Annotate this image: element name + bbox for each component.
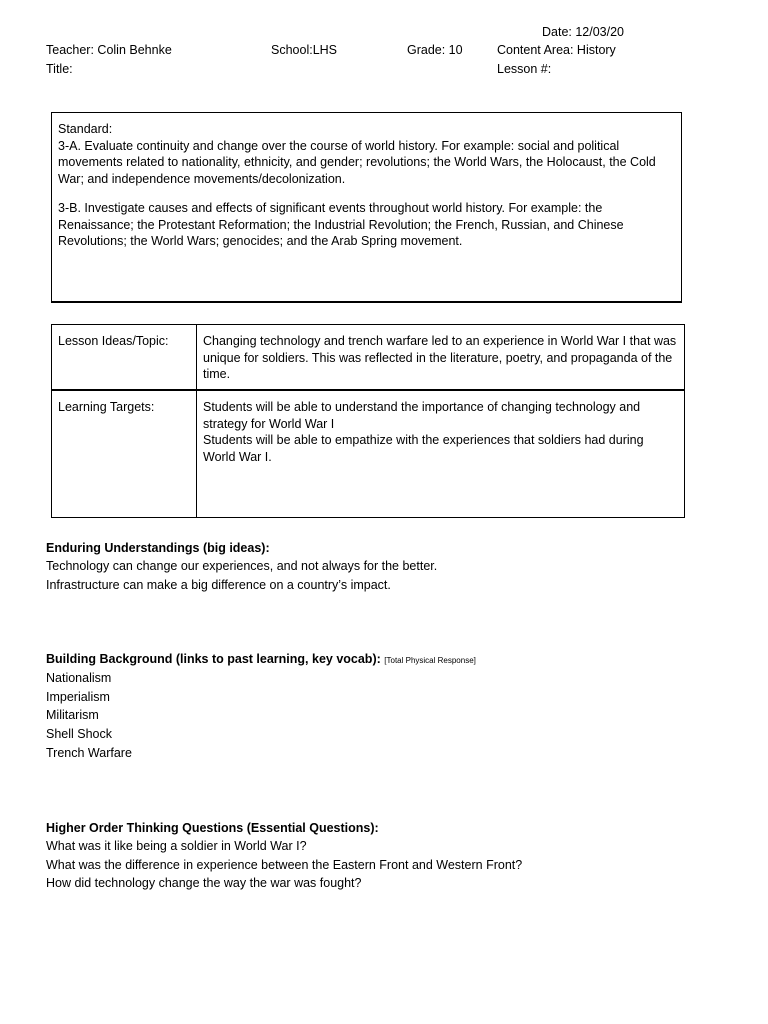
enduring-list [46,558,437,595]
list-item: Shell Shock [46,727,113,742]
background-note: [Total Physical Response] [384,656,476,665]
topic-label: Lesson Ideas/Topic: [52,325,197,391]
questions-list [46,838,522,894]
standard-item: 3-A. Evaluate continuity and change over the course of world history. For example: social and political movements related to nationality, ethnicity, and gender; revolutions; the World Wars, the Holocaust, the Cold War; and independence movements/decolonization. [58,138,656,186]
list-item: Infrastructure can make a big difference on a country’s impact. [46,577,391,592]
topic-text: Changing technology and trench warfare led to an experience in World War I that was unique for soldiers. This was reflected in the literature, poetry, and propaganda of the time. [197,325,685,391]
date-label: Date: 12/03/20 [542,25,625,39]
background-heading-row [46,651,476,670]
targets-cell [197,390,685,518]
targets-label: Learning Targets: [52,390,197,518]
standard-item: 3-B. Investigate causes and effects of significant events throughout world history. For example: the Renaissance; the Protestant Reformation; the Industrial Revolution; the French, Russian, and Chinese Revolutions; the World Wars; genocides; and the Arab Spring movement. [58,201,624,248]
school-label: School:LHS [271,43,338,57]
standard-label: Standard: [58,122,113,136]
list-item: What was it like being a soldier in World War I? [46,839,307,853]
list-item: Imperialism [46,689,110,704]
list-item: Trench Warfare [46,745,132,760]
table-row [52,390,685,518]
list-item: Nationalism [46,671,112,685]
vocab-list [46,670,132,763]
target-item: Students will be able to empathize with the experiences that soldiers had during World War I. [203,433,644,464]
lesson-number-label: Lesson #: [497,62,552,76]
teacher-label: Teacher: Colin Behnke [46,43,172,57]
list-item: Militarism [46,708,99,723]
background-heading: Building Background (links to past learning, key vocab): [46,652,381,666]
lesson-table [51,324,685,518]
grade-label: Grade: 10 [407,43,463,57]
enduring-heading: Enduring Understandings (big ideas): [46,541,270,555]
content-area-label: Content Area: History [497,43,616,57]
list-item: What was the difference in experience between the Eastern Front and Western Front? [46,857,523,872]
title-label: Title: [46,62,73,76]
standard-box [51,112,682,303]
list-item: How did technology change the way the war was fought? [46,876,362,891]
list-item: Technology can change our experiences, and not always for the better. [46,559,438,573]
target-item: Students will be able to understand the importance of changing technology and strategy for World War I [203,400,641,431]
table-row [52,325,685,391]
questions-heading: Higher Order Thinking Questions (Essential Questions): [46,821,379,835]
